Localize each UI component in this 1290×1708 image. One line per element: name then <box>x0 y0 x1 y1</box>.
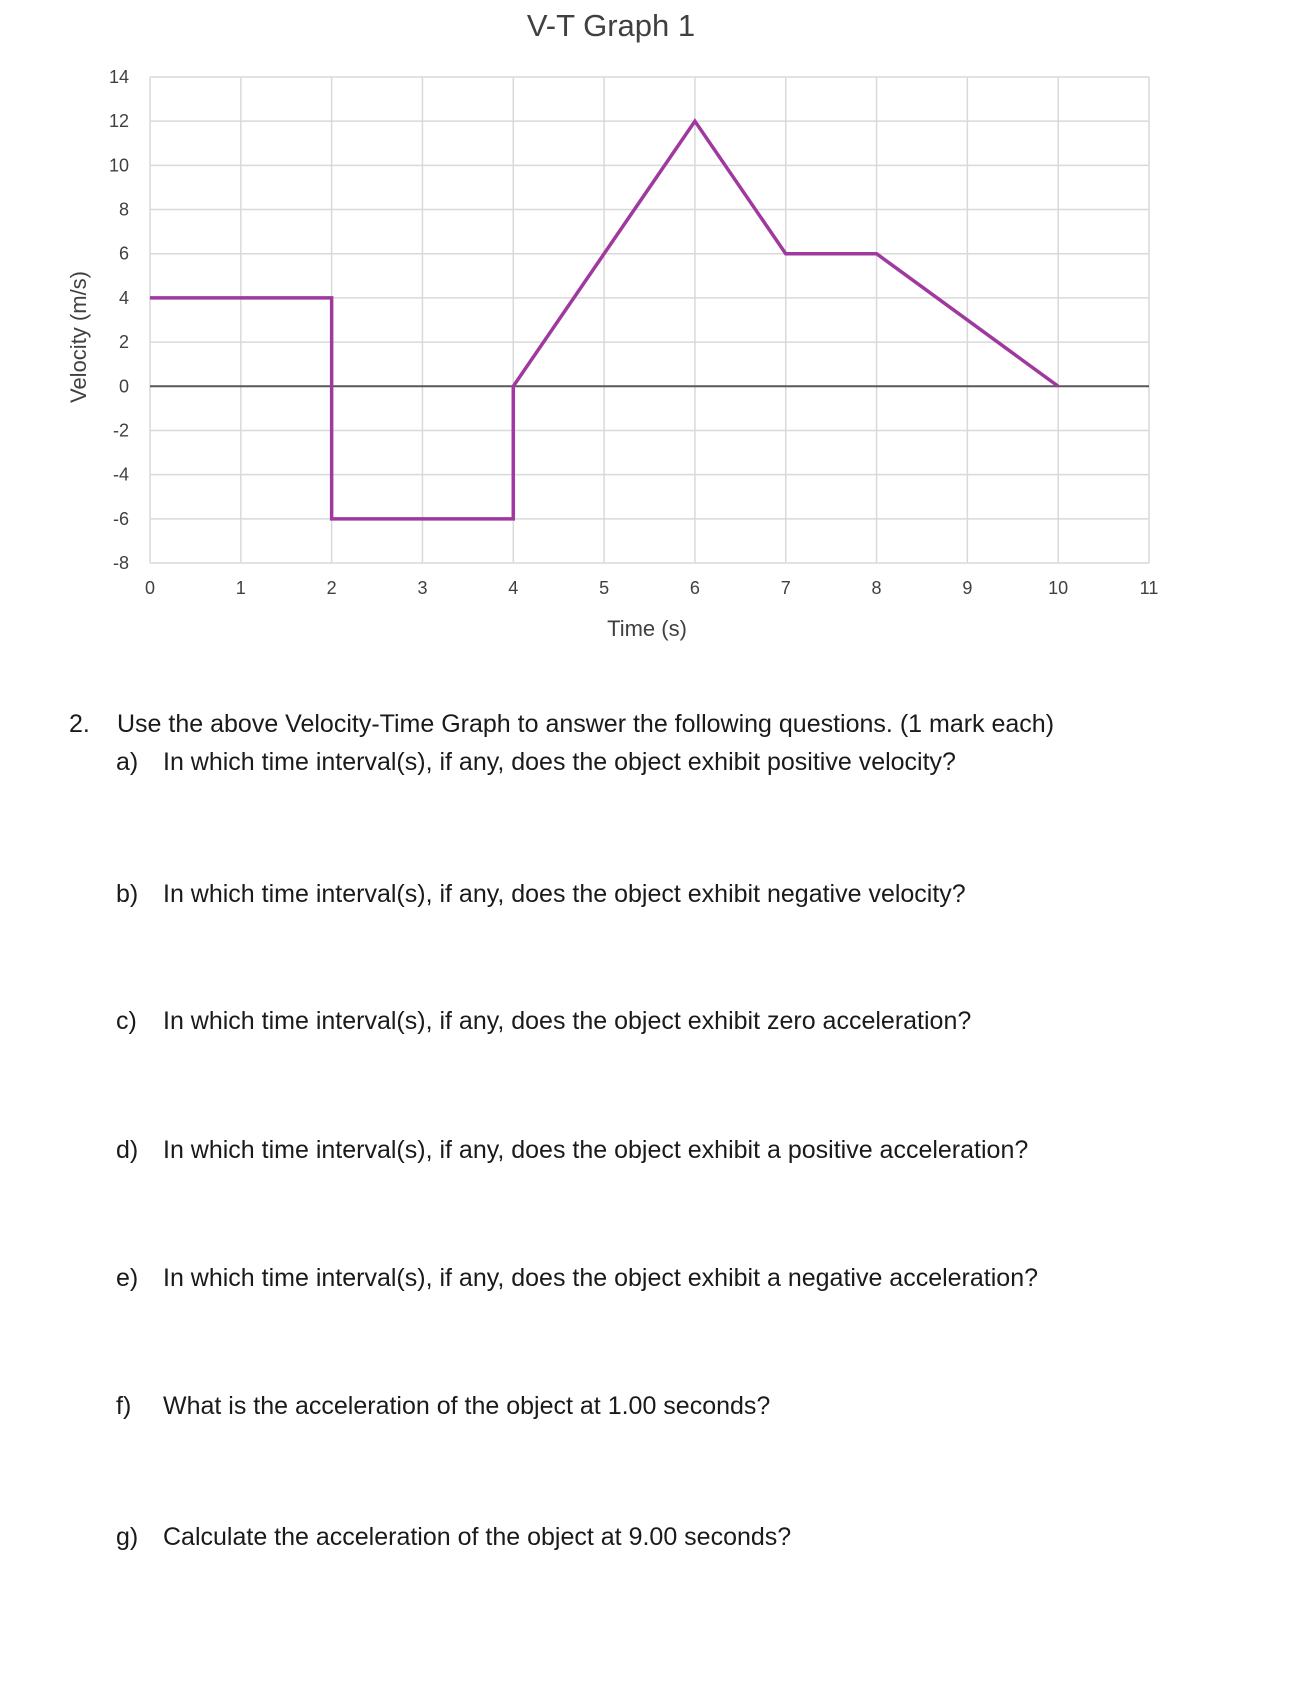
x-tick-label-4: 4 <box>508 578 519 598</box>
question-text: In which time interval(s), if any, does the object exhibit negative velocity? <box>163 880 966 908</box>
y-tick-label-5: 4 <box>118 287 129 308</box>
question-label: g) <box>116 1523 139 1551</box>
x-tick-label-0: 0 <box>144 578 156 598</box>
y-tick-label-6: 2 <box>118 332 129 353</box>
y-tick-label-3: 8 <box>118 199 129 220</box>
y-tick-label-7: 0 <box>118 376 129 397</box>
question-text: In which time interval(s), if any, does the object exhibit a negative acceleration? <box>163 1264 1038 1292</box>
x-tick-label-11: 11 <box>1139 578 1159 598</box>
question-label: c) <box>116 1007 137 1035</box>
chart-title: V-T Graph 1 <box>526 8 696 43</box>
x-tick-label-9: 9 <box>962 578 973 598</box>
x-tick-label-6: 6 <box>689 578 700 598</box>
question-label: a) <box>116 748 139 776</box>
y-tick-label-11: -8 <box>112 553 129 573</box>
question-text: In which time interval(s), if any, does the object exhibit a positive acceleration? <box>163 1136 1029 1164</box>
question-number: 2. <box>69 710 90 738</box>
question-text: What is the acceleration of the object at 1.00 seconds? <box>163 1392 771 1420</box>
y-tick-label-2: 10 <box>108 155 129 176</box>
x-axis-label: Time (s) <box>607 616 687 641</box>
x-tick-label-3: 3 <box>417 578 428 598</box>
y-tick-label-4: 6 <box>118 243 129 264</box>
x-tick-label-2: 2 <box>326 578 337 598</box>
question-label: f) <box>116 1392 132 1420</box>
x-tick-label-8: 8 <box>871 578 882 598</box>
x-tick-label-10: 10 <box>1048 578 1069 598</box>
question-intro-text: Use the above Velocity-Time Graph to answer the following questions. (1 mark each) <box>117 710 1055 738</box>
x-tick-label-7: 7 <box>780 578 791 598</box>
y-axis-label: Velocity (m/s) <box>66 270 91 404</box>
question-label: b) <box>116 880 139 908</box>
question-text: In which time interval(s), if any, does the object exhibit positive velocity? <box>163 748 956 776</box>
question-label: d) <box>116 1136 139 1164</box>
question-text: Calculate the acceleration of the object at 9.00 seconds? <box>163 1523 792 1551</box>
x-tick-label-5: 5 <box>599 578 610 598</box>
question-label: e) <box>116 1264 139 1292</box>
y-tick-label-8: -2 <box>112 420 129 441</box>
y-tick-label-1: 12 <box>108 111 129 132</box>
x-tick-label-1: 1 <box>235 578 246 598</box>
y-tick-label-9: -4 <box>112 464 129 485</box>
y-tick-label-10: -6 <box>112 508 129 529</box>
question-text: In which time interval(s), if any, does the object exhibit zero acceleration? <box>163 1007 972 1035</box>
y-tick-label-0: 14 <box>108 67 129 87</box>
